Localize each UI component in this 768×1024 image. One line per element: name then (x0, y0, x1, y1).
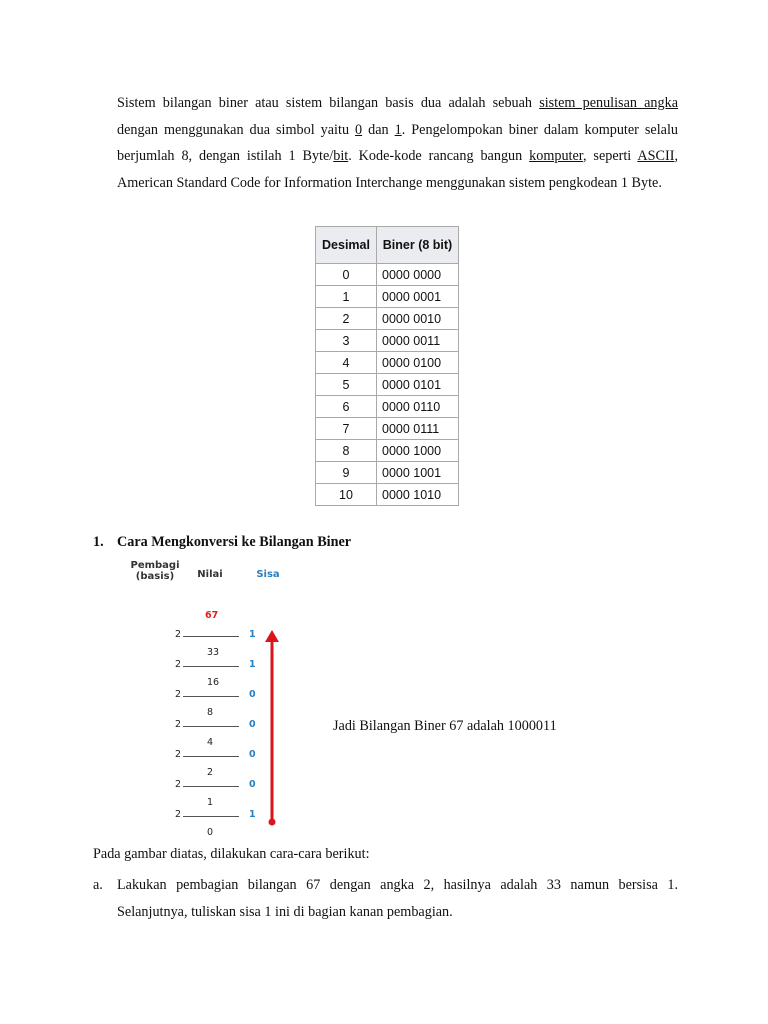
remainder-value: 0 (249, 779, 256, 790)
cell-biner: 0000 0101 (377, 374, 459, 396)
step-label: a. (93, 877, 103, 893)
divisor-label: 2 (175, 749, 182, 760)
cell-desimal: 4 (316, 352, 377, 374)
table-row (316, 418, 459, 440)
cell-desimal: 3 (316, 330, 377, 352)
table-row (316, 484, 459, 506)
remainder-value: 0 (249, 719, 256, 730)
section-heading (93, 534, 351, 551)
remainder-value: 1 (249, 629, 256, 640)
table-row (316, 440, 459, 462)
table-header-row (316, 227, 459, 264)
table-row (316, 374, 459, 396)
quotient-value: 33 (207, 647, 220, 658)
link-zero[interactable]: 0 (355, 121, 363, 138)
result-arrow (125, 558, 295, 848)
cell-desimal: 7 (316, 418, 377, 440)
section-number: 1. (93, 534, 104, 550)
intro-text: Sistem bilangan biner atau sistem bilangan basis dua adalah sebuah (117, 95, 540, 111)
table-row (316, 330, 459, 352)
header-desimal: Desimal (316, 227, 377, 264)
divisor-label: 2 (175, 719, 182, 730)
division-diagram (125, 558, 295, 848)
quotient-value: 1 (207, 797, 214, 808)
header-sisa: Sisa (256, 569, 280, 580)
remainder-value: 1 (249, 659, 256, 670)
cell-desimal: 6 (316, 396, 377, 418)
cell-desimal: 1 (316, 286, 377, 308)
arrow-base-dot (269, 819, 276, 826)
remainder-value: 0 (249, 749, 256, 760)
arrow-head (265, 630, 279, 642)
explanation-intro: Pada gambar diatas, dilakukan cara-cara berikut: (93, 846, 370, 862)
cell-biner: 0000 0011 (377, 330, 459, 352)
cell-desimal: 5 (316, 374, 377, 396)
cell-biner: 0000 0100 (377, 352, 459, 374)
divisor-label: 2 (175, 779, 182, 790)
quotient-value: 16 (207, 677, 220, 688)
quotient-value: 8 (207, 707, 214, 718)
table-row (316, 462, 459, 484)
cell-desimal: 10 (316, 484, 377, 506)
remainder-value: 0 (249, 689, 256, 700)
cell-biner: 0000 0000 (377, 264, 459, 286)
table-row (316, 396, 459, 418)
cell-biner: 0000 0001 (377, 286, 459, 308)
quotient-value: 2 (207, 767, 214, 778)
binary-table (315, 226, 459, 506)
start-value: 67 (205, 610, 219, 621)
header-pembagi: Pembagi (basis) (130, 560, 180, 582)
table-row (316, 286, 459, 308)
intro-paragraph (117, 90, 678, 196)
cell-biner: 0000 1000 (377, 440, 459, 462)
step-text: Lakukan pembagian bilangan 67 dengan angka 2, hasilnya adalah 33 namun bersisa 1. Selanjutnya, tuliskan sisa 1 ini di bagian kanan pembagian. (117, 877, 678, 920)
link-bit[interactable]: bit (333, 148, 349, 164)
divisor-label: 2 (175, 659, 182, 670)
cell-desimal: 8 (316, 440, 377, 462)
intro-text: dan (362, 121, 395, 138)
remainder-value: 1 (249, 809, 256, 820)
link-ascii[interactable]: ASCII (637, 148, 675, 164)
cell-biner: 0000 1001 (377, 462, 459, 484)
conclusion-text: Jadi Bilangan Biner 67 adalah 1000011 (333, 718, 557, 734)
intro-text: , seperti (582, 148, 638, 164)
cell-desimal: 9 (316, 462, 377, 484)
cell-desimal: 0 (316, 264, 377, 286)
table-row (316, 264, 459, 286)
intro-text: dengan menggunakan dua simbol yaitu (117, 121, 356, 138)
cell-biner: 0000 0110 (377, 396, 459, 418)
intro-text: , American Standard Code for Information Interchange menggunakan sistem pengkodean 1 Byte. (117, 148, 678, 191)
divisor-label: 2 (175, 809, 182, 820)
quotient-value: 0 (207, 827, 214, 838)
divisor-label: 2 (175, 689, 182, 700)
intro-text: . Pengelompokan biner dalam komputer selalu berjumlah 8, dengan istilah 1 Byte/ (117, 121, 678, 164)
link-sistem-penulisan-angka[interactable]: sistem penulisan angka (539, 95, 678, 111)
header-nilai: Nilai (197, 569, 223, 580)
header-biner: Biner (8 bit) (377, 227, 459, 264)
cell-biner: 0000 0010 (377, 308, 459, 330)
section-title: Cara Mengkonversi ke Bilangan Biner (117, 534, 352, 550)
link-komputer[interactable]: komputer (529, 148, 583, 164)
table-row (316, 352, 459, 374)
cell-biner: 0000 1010 (377, 484, 459, 506)
cell-desimal: 2 (316, 308, 377, 330)
divisor-label: 2 (175, 629, 182, 640)
link-one[interactable]: 1 (394, 121, 402, 138)
cell-biner: 0000 0111 (377, 418, 459, 440)
table-row (316, 308, 459, 330)
quotient-value: 4 (207, 737, 214, 748)
intro-text: . Kode-kode rancang bangun (348, 148, 530, 164)
step-a (93, 872, 678, 926)
